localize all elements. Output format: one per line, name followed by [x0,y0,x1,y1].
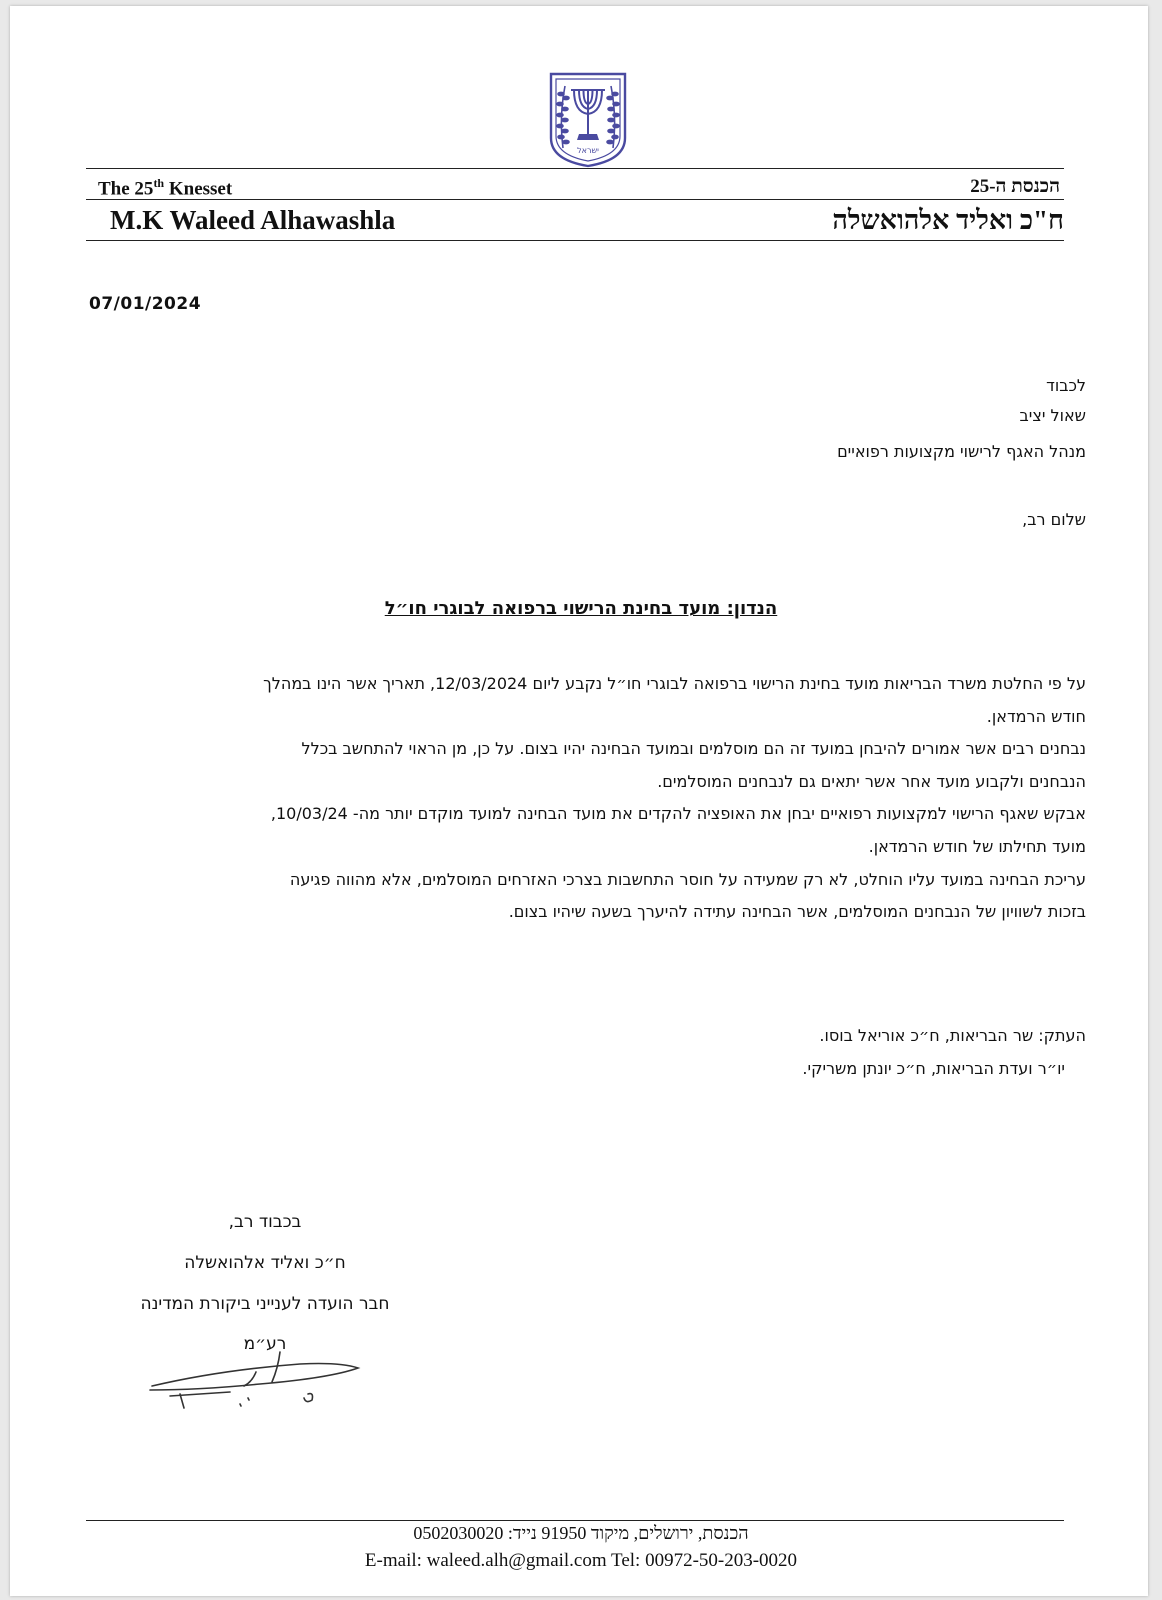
mk-name-he: ח"כ ואליד אלהואשלה [832,205,1064,235]
body-line: עריכת הבחינה במועד עליו הוחלט, לא רק שמעידה על חוסר התחשבות בצרכי האזרחים המוסלמים, אלא מהווה פגיעה [289,869,1086,889]
signoff-party: רע״מ [243,1334,287,1354]
header-top-rule [86,168,1064,169]
recipient-salutation: לכבוד [1046,376,1086,395]
handwritten-signature [140,1346,370,1422]
recipient-title: מנהל האגף לרישוי מקצועות רפואיים [837,442,1086,461]
letter-subject [0,598,1162,619]
knesset-label-en-sup: th [153,176,165,190]
body-line: הנבחנים ולקבוע מועד אחר אשר יתאים גם לנבחנים המוסלמים. [657,771,1086,791]
letter-subject-text: הנדון: מועד בחינת הרישוי ברפואה לבוגרי חו״ל [384,598,778,619]
knesset-label-en-text: The 25 [98,178,154,200]
body-line: נבחנים רבים אשר אמורים להיבחן במועד זה הם מוסלמים ובמועד הבחינה יהיו בצום. על כן, מן הראוי להתחשב בכלל [301,739,1086,759]
knesset-label-en-tail: Knesset [164,178,233,200]
emblem-label: ישראל [577,146,599,155]
signoff-role: חבר הועדה לענייני ביקורת המדינה [140,1294,390,1314]
body-line: על פי החלטת משרד הבריאות מועד בחינת הרישוי ברפואה לבוגרי חו״ל נקבע ליום 12/03/2024, תאריך אשר הינו במהלך [263,674,1086,693]
body-line: בזכות לשוויון של הנבחנים המוסלמים, אשר הבחינה עתידה להיערך בשעה שיהיו בצום. [508,902,1086,922]
knesset-label-en [98,176,232,200]
body-line: אבקש שאגף הרישוי למקצועות רפואיים יבחן את האופציה להקדים את מועד הבחינה למועד מוקדם יותר מה- 10/03/24, [270,804,1086,824]
cc-line-2: יו״ר ועדת הבריאות, ח״כ יונתן משריקי. [802,1059,1065,1078]
recipient-name: שאול יציב [1019,406,1086,425]
footer-rule [86,1520,1064,1521]
header-middle-rule [86,199,1064,200]
body-line: חודש הרמדאן. [986,706,1086,726]
mk-name-en: M.K Waleed Alhawashla [110,205,396,235]
header-bottom-rule [86,240,1064,241]
footer-address: הכנסת, ירושלים, מיקוד 91950 נייד: 0502030020 [413,1523,749,1543]
knesset-label-he: הכנסת ה-25 [970,176,1060,197]
letter-body [86,668,1086,929]
signoff-name: ח״כ ואליד אלהואשלה [184,1253,346,1273]
letter-date: 07/01/2024 [89,294,202,314]
greeting: שלום רב, [1022,510,1086,529]
signoff-closing: בכבוד רב, [228,1212,302,1232]
body-line: מועד תחילתו של חודש הרמדאן. [868,836,1086,856]
cc-line-1: העתק: שר הבריאות, ח״כ אוריאל בוסו. [819,1026,1086,1045]
footer-contact: E-mail: waleed.alh@gmail.com Tel: 00972-50-203-0020 [364,1550,798,1571]
knesset-emblem-icon [549,72,627,168]
